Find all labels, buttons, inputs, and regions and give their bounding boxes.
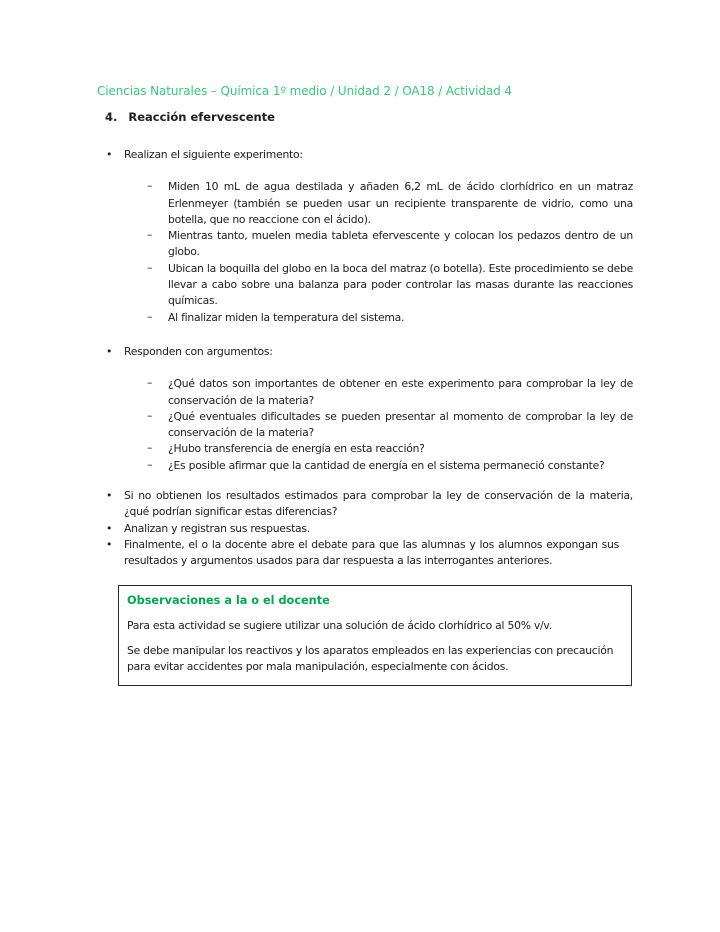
bullet-item <box>97 344 633 360</box>
box-paragraph: Se debe manipular los reactivos y los aparatos empleados en las experiencias con precaución para evitar accidentes por mala manipulación, especialmente con ácidos. <box>127 643 614 674</box>
activity-title: Reacción efervescente <box>128 110 275 124</box>
sub-bullet-text: ¿Es posible afirmar que la cantidad de energía en el sistema permaneció constante? <box>168 458 605 472</box>
dash-marker-icon: – <box>147 408 153 422</box>
dash-marker-icon: – <box>147 309 153 323</box>
dash-marker-icon: – <box>147 457 153 471</box>
box-paragraph: Para esta actividad se sugiere utilizar una solución de ácido clorhídrico al 50% v/v. <box>127 618 552 632</box>
sub-bullet-item <box>97 441 633 457</box>
bullet-marker-icon: • <box>106 537 113 551</box>
activity-number: 4. <box>105 110 118 124</box>
bullet-item <box>97 537 633 570</box>
bullet-marker-icon: • <box>106 521 113 535</box>
bullet-item <box>97 521 633 537</box>
document-content <box>97 83 633 686</box>
dash-marker-icon: – <box>147 260 153 274</box>
bullet-marker-icon: • <box>106 344 113 358</box>
activity-heading <box>105 109 633 126</box>
bullet-text: Analizan y registran sus respuestas. <box>124 521 310 535</box>
sub-bullet-text: ¿Qué eventuales dificultades se pueden presentar al momento de comprobar la ley de conservación de la materia? <box>168 409 633 440</box>
sub-bullet-item <box>97 376 633 409</box>
sub-bullet-text: Mientras tanto, muelen media tableta efervescente y colocan los pedazos dentro de un globo. <box>168 229 633 259</box>
dash-marker-icon: – <box>147 228 153 242</box>
bullet-text: Realizan el siguiente experimento: <box>124 148 303 161</box>
bullet-text: Si no obtienen los resultados estimados para comprobar la ley de conservación de la materia, ¿qué podrían significar estas diferencias? <box>124 489 633 519</box>
sub-bullet-list <box>97 376 633 474</box>
dash-marker-icon: – <box>147 376 153 390</box>
sub-bullet-item <box>97 261 633 310</box>
bullet-marker-icon: • <box>106 489 113 503</box>
dash-marker-icon: – <box>147 441 153 455</box>
sub-bullet-item <box>97 409 633 442</box>
sub-bullet-item <box>97 228 633 261</box>
sub-bullet-text: ¿Qué datos son importantes de obtener en este experimento para comprobar la ley de conservación de la materia? <box>168 377 633 407</box>
bullet-text: Responden con argumentos: <box>124 344 273 358</box>
sub-bullet-text: ¿Hubo transferencia de energía en esta reacción? <box>168 442 425 456</box>
sub-bullet-list <box>97 179 633 326</box>
bullet-item <box>97 147 633 163</box>
bullet-marker-icon: • <box>106 148 113 161</box>
bullet-text: Finalmente, el o la docente abre el debate para que las alumnas y los alumnos expongan sus resultados y argumentos usados para dar respuesta a las interrogantes anteriores. <box>124 537 619 568</box>
bullet-item <box>97 488 633 521</box>
dash-marker-icon: – <box>147 179 153 193</box>
breadcrumb-title: Ciencias Naturales – Química 1º medio / Unidad 2 / OA18 / Actividad 4 <box>97 84 512 98</box>
sub-bullet-item <box>97 179 633 228</box>
teacher-observations-box <box>118 585 632 687</box>
box-heading: Observaciones a la o el docente <box>127 593 330 607</box>
sub-bullet-text: Miden 10 mL de agua destilada y añaden 6,2 mL de ácido clorhídrico en un matraz Erlenmeyer (también se pueden usar un recipiente transparente de vidrio, como una botella, que no reaccione con el ácido). <box>168 180 633 226</box>
sub-bullet-item <box>97 310 633 326</box>
sub-bullet-item <box>97 458 633 474</box>
sub-bullet-text: Ubican la boquilla del globo en la boca del matraz (o botella). Este procedimiento se debe llevar a cabo sobre una balanza para poder controlar las masas durante las reacciones químicas. <box>168 261 633 308</box>
sub-bullet-text: Al finalizar miden la temperatura del sistema. <box>168 310 405 324</box>
